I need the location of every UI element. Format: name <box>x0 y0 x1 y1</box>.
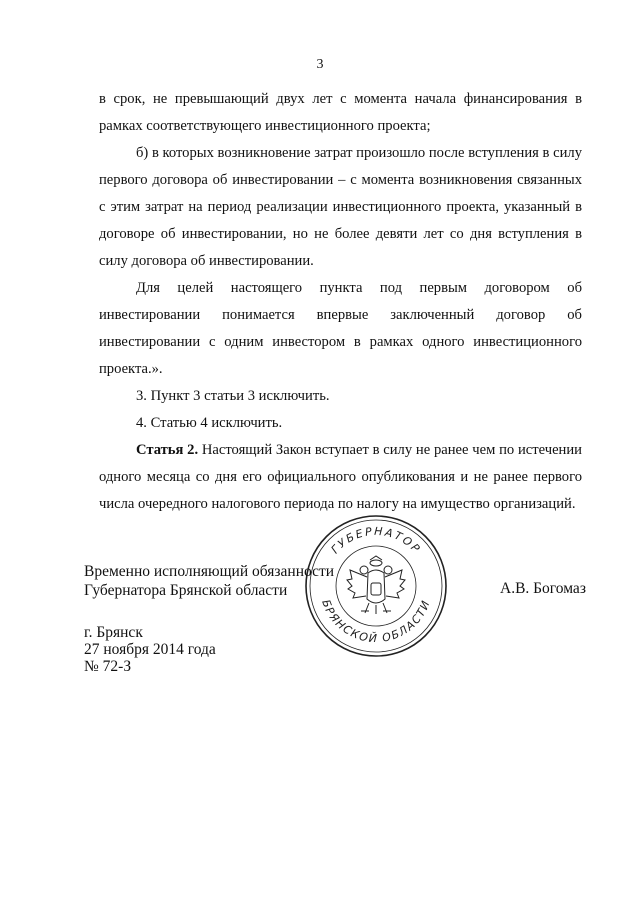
paragraph-1: в срок, не превышающий двух лет с момента начала финансирования в рамках соответствующего инвестиционного проекта; <box>99 91 582 134</box>
paragraph-5: 4. Статью 4 исключить. <box>136 415 283 431</box>
document-body <box>99 86 582 518</box>
date: 27 ноября 2014 года <box>84 641 216 658</box>
article-2-label: Статья 2. <box>136 442 199 458</box>
paragraph-3: Для целей настоящего пункта под первым договором об инвестировании понимается впервые заключенный договор об инвестировании с одним инвестором в рамках одного инвестиционного проекта.». <box>99 280 582 377</box>
signature-block <box>84 562 334 600</box>
article-2-paragraph <box>99 437 582 518</box>
seal-top-text: ГУБЕРНАТОР <box>328 524 424 557</box>
double-headed-eagle-icon <box>347 556 405 614</box>
paragraph-2: б) в которых возникновение затрат произошло после вступления в силу первого договора об инвестировании – с момента возникновения связанных с этим затрат на период реализации инвестиционного проекта, указанный в договоре об инвестировании, но не более девяти лет со дня вступления в силу договора об инвестировании. <box>99 145 582 269</box>
law-number: № 72-З <box>84 658 132 675</box>
seal-bottom-text: БРЯНСКОЙ ОБЛАСТИ <box>319 597 433 646</box>
signature-title-line-1: Временно исполняющий обязанности <box>84 563 335 580</box>
article-2-text: Настоящий Закон вступает в силу не ранее чем по истечении одного месяца со дня его официального опубликования и не ранее первого числа очередного налогового периода по налогу на имущество организаций. <box>99 442 582 512</box>
paragraph-4: 3. Пункт 3 статьи 3 исключить. <box>136 388 330 404</box>
signatory-name: А.В. Богомаз <box>500 580 586 597</box>
page-number: 3 <box>316 57 324 72</box>
signature-title-line-2: Губернатора Брянской области <box>84 582 288 599</box>
place-date-block <box>84 624 216 675</box>
city: г. Брянск <box>84 624 143 641</box>
